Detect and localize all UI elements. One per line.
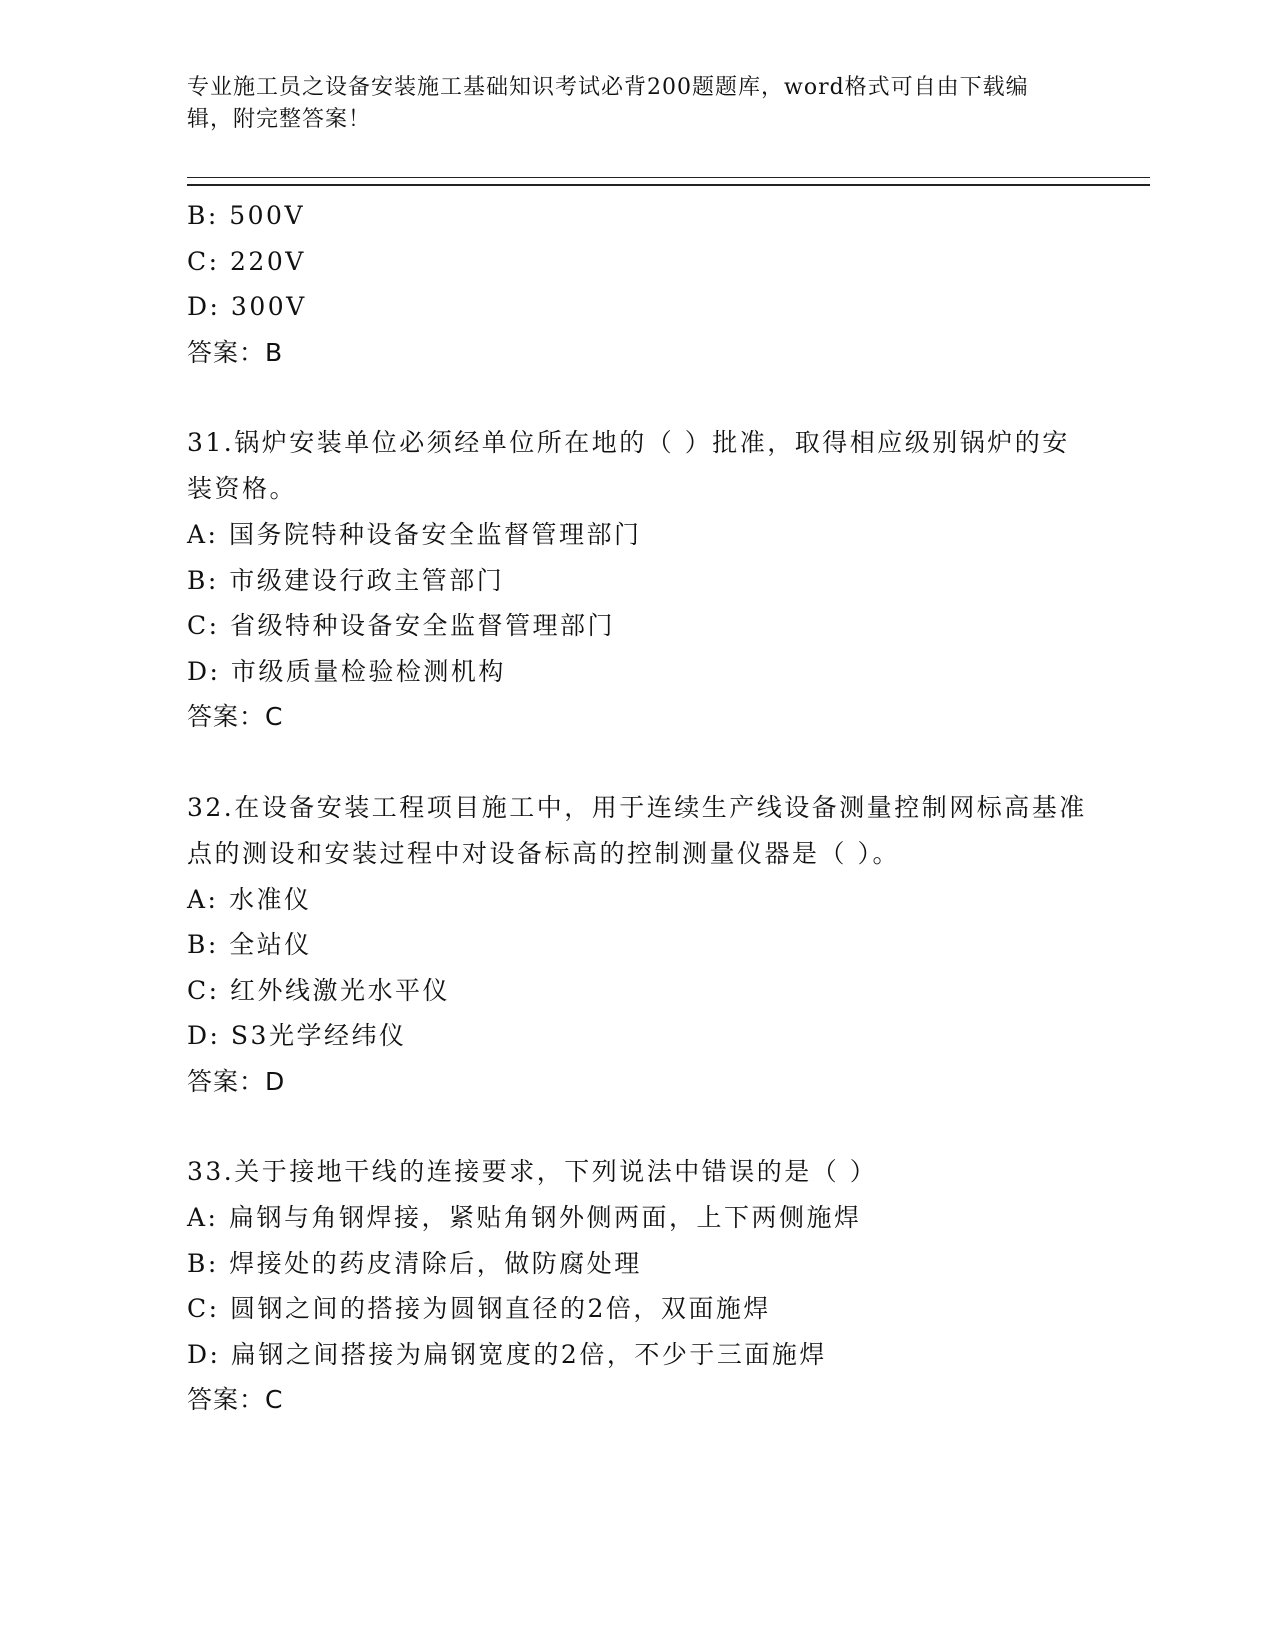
option-label: B: [187,930,219,959]
option-text: 500V [229,201,306,230]
option-d [187,1332,1087,1378]
option-c [187,1286,1087,1332]
option-text: 焊接处的药皮清除后，做防腐处理 [229,1248,642,1278]
option-b [187,193,1087,239]
option-text: 扁钢与角钢焊接，紧贴角钢外侧两面，上下两侧施焊 [228,1203,862,1232]
option-a [187,877,1087,923]
option-label: A: [187,884,219,914]
option-d [187,1013,1087,1059]
option-text: 圆钢之间的搭接为圆钢直径的2倍，双面施焊 [230,1294,771,1323]
option-text: 220V [230,246,306,276]
option-text: 国务院特种设备安全监督管理部门 [228,520,642,549]
option-c [187,968,1087,1014]
option-label: A: [187,1203,219,1232]
question-31 [187,420,1087,740]
option-label: B: [187,201,219,230]
answer-line: 答案：C [187,702,284,731]
option-text: 市级质量检验检测机构 [230,656,506,686]
option-text: 省级特种设备安全监督管理部门 [230,611,616,640]
option-label: B: [187,565,219,595]
answer-line: 答案：D [187,1066,286,1096]
option-label: A: [187,520,219,549]
option-label: C: [187,1294,220,1323]
question-stem: 33.关于接地干线的连接要求，下列说法中错误的是（ ） [187,1157,878,1186]
question-list [187,193,1087,1423]
question-stem: 32.在设备安装工程项目施工中，用于连续生产线设备测量控制网标高基准点的测设和安装过程中对设备标高的控制测量仪器是（ ）。 [187,792,1087,868]
option-a [187,512,1087,558]
answer-line: 答案：C [187,1385,284,1414]
option-b [187,1241,1087,1287]
option-text: 市级建设行政主管部门 [229,565,505,595]
option-label: D: [187,292,221,321]
option-label: D: [187,1021,221,1050]
option-c [187,603,1087,649]
option-label: B: [187,1248,219,1278]
question-stem: 31.锅炉安装单位必须经单位所在地的（ ）批准，取得相应级别锅炉的安装资格。 [187,428,1070,503]
question-33 [187,1149,1087,1423]
option-text: 扁钢之间搭接为扁钢宽度的2倍，不少于三面施焊 [230,1339,827,1369]
option-text: 300V [230,292,307,321]
header-divider [187,177,1150,186]
previous-question-tail [187,193,1087,375]
answer-line: 答案：B [187,337,284,367]
option-d [187,649,1087,695]
question-32 [187,785,1087,1105]
option-text: 全站仪 [229,930,312,959]
option-d [187,284,1087,330]
option-label: C: [187,611,220,640]
option-label: D: [187,656,221,686]
option-label: D: [187,1339,221,1369]
option-text: 水准仪 [228,884,312,914]
option-text: S3光学经纬仪 [230,1021,407,1050]
option-text: 红外线激光水平仪 [230,975,451,1005]
option-b [187,922,1087,968]
page-header: 专业施工员之设备安装施工基础知识考试必背200题题库，word格式可自由下载编辑，附完整答案！ [187,75,1029,132]
option-a [187,1195,1087,1241]
option-label: C: [187,975,220,1005]
option-c [187,239,1087,285]
option-b [187,558,1087,604]
option-label: C: [187,246,220,276]
